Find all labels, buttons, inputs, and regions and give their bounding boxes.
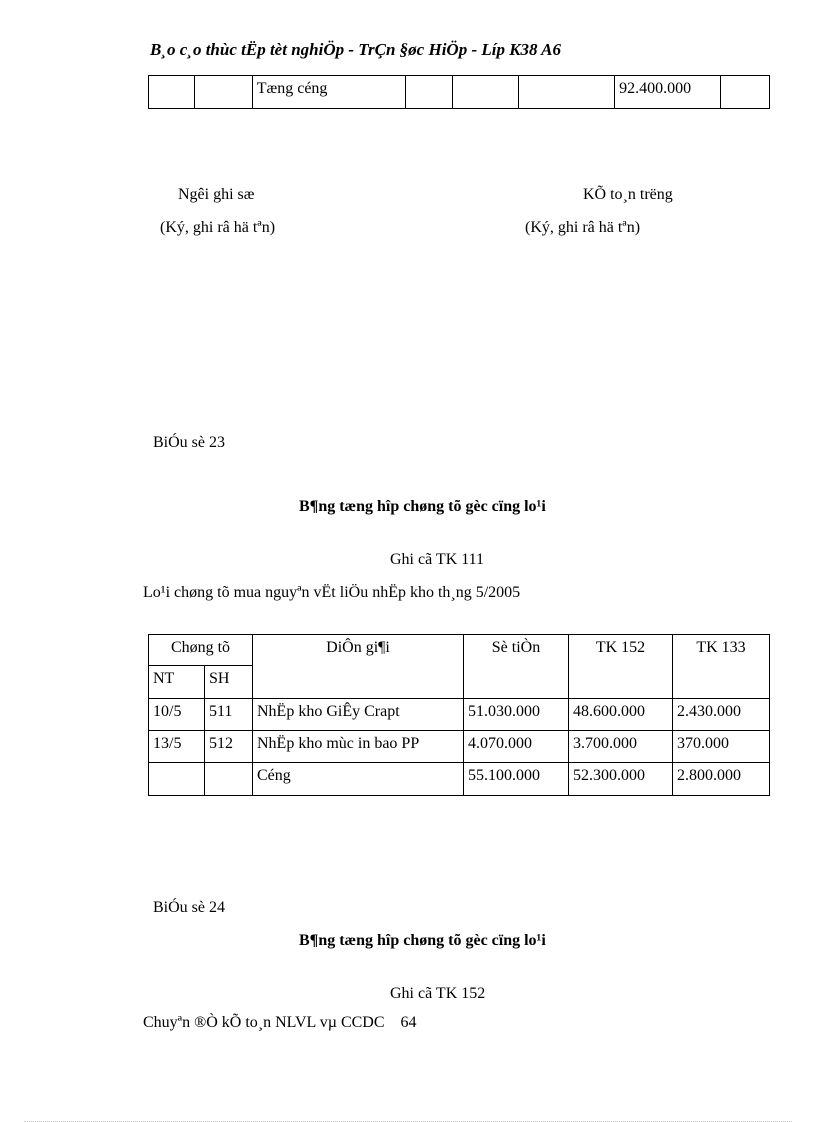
form-23-label: BiÓu sè 23 (153, 434, 225, 451)
table-header-row (149, 635, 770, 666)
cell-dien-giai: NhËp kho GiÊy Crapt (253, 699, 464, 731)
table-row (149, 699, 770, 731)
form-24-title: B¶ng tæng hîp chøng tõ gèc cïng lo¹i (299, 932, 546, 949)
page-header-title: B¸o c¸o thùc tËp tèt nghiÖp - TrÇn §øc HiÖp - Líp K38 A6 (150, 40, 562, 59)
cell-so-tien: 4.070.000 (464, 731, 569, 763)
voucher-summary-table (148, 634, 770, 796)
header-tk152: TK 152 (569, 635, 673, 699)
cell-tk152: 48.600.000 (569, 699, 673, 731)
cell-sh (205, 763, 253, 796)
header-tk133: TK 133 (673, 635, 770, 699)
cell-nt: 13/5 (149, 731, 205, 763)
cell-sh: 512 (205, 731, 253, 763)
cell-nt (149, 763, 205, 796)
cell-so-tien: 51.030.000 (464, 699, 569, 731)
cell-empty (519, 76, 615, 109)
cell-dien-giai: Céng (253, 763, 464, 796)
total-label: Tæng céng (252, 76, 405, 109)
form-23-description: Lo¹i chøng tõ mua nguyªn vËt liÖu nhËp kho th¸ng 5/2005 (143, 584, 521, 601)
form-23-title: B¶ng tæng hîp chøng tõ gèc cïng lo¹i (299, 498, 546, 515)
total-row-table (148, 75, 770, 109)
cell-tk152: 52.300.000 (569, 763, 673, 796)
form-24-subtitle: Ghi cã TK 152 (390, 985, 486, 1002)
cell-nt: 10/5 (149, 699, 205, 731)
cell-empty (405, 76, 453, 109)
signature-left-title: Ngêi ghi sæ (178, 186, 255, 203)
cell-tk152: 3.700.000 (569, 731, 673, 763)
table-row (149, 76, 770, 109)
cell-tk133: 2.800.000 (673, 763, 770, 796)
page-bottom-divider (24, 1121, 792, 1122)
cell-dien-giai: NhËp kho mùc in bao PP (253, 731, 464, 763)
signature-left-note: (Ký, ghi râ hä tªn) (160, 219, 276, 236)
form-23-subtitle: Ghi cã TK 111 (390, 551, 485, 568)
cell-empty (721, 76, 770, 109)
table-total-row (149, 763, 770, 796)
header-so-tien: Sè tiÒn (464, 635, 569, 699)
cell-so-tien: 55.100.000 (464, 763, 569, 796)
table-row (149, 731, 770, 763)
header-sh: SH (205, 666, 253, 699)
cell-empty (453, 76, 519, 109)
signature-right-title: KÕ to¸n trëng (583, 186, 673, 203)
signature-right-note: (Ký, ghi râ hä tªn) (525, 219, 641, 236)
page-footer-line: Chuyªn ®Ò kÕ to¸n NLVL vµ CCDC 64 (143, 1014, 417, 1031)
cell-sh: 511 (205, 699, 253, 731)
header-chung-tu: Chøng tõ (149, 635, 253, 666)
cell-tk133: 2.430.000 (673, 699, 770, 731)
header-dien-giai: DiÔn gi¶i (253, 635, 464, 699)
form-24-label: BiÓu sè 24 (153, 899, 225, 916)
cell-empty (149, 76, 195, 109)
total-amount: 92.400.000 (615, 76, 721, 109)
header-nt: NT (149, 666, 205, 699)
cell-tk133: 370.000 (673, 731, 770, 763)
cell-empty (194, 76, 252, 109)
